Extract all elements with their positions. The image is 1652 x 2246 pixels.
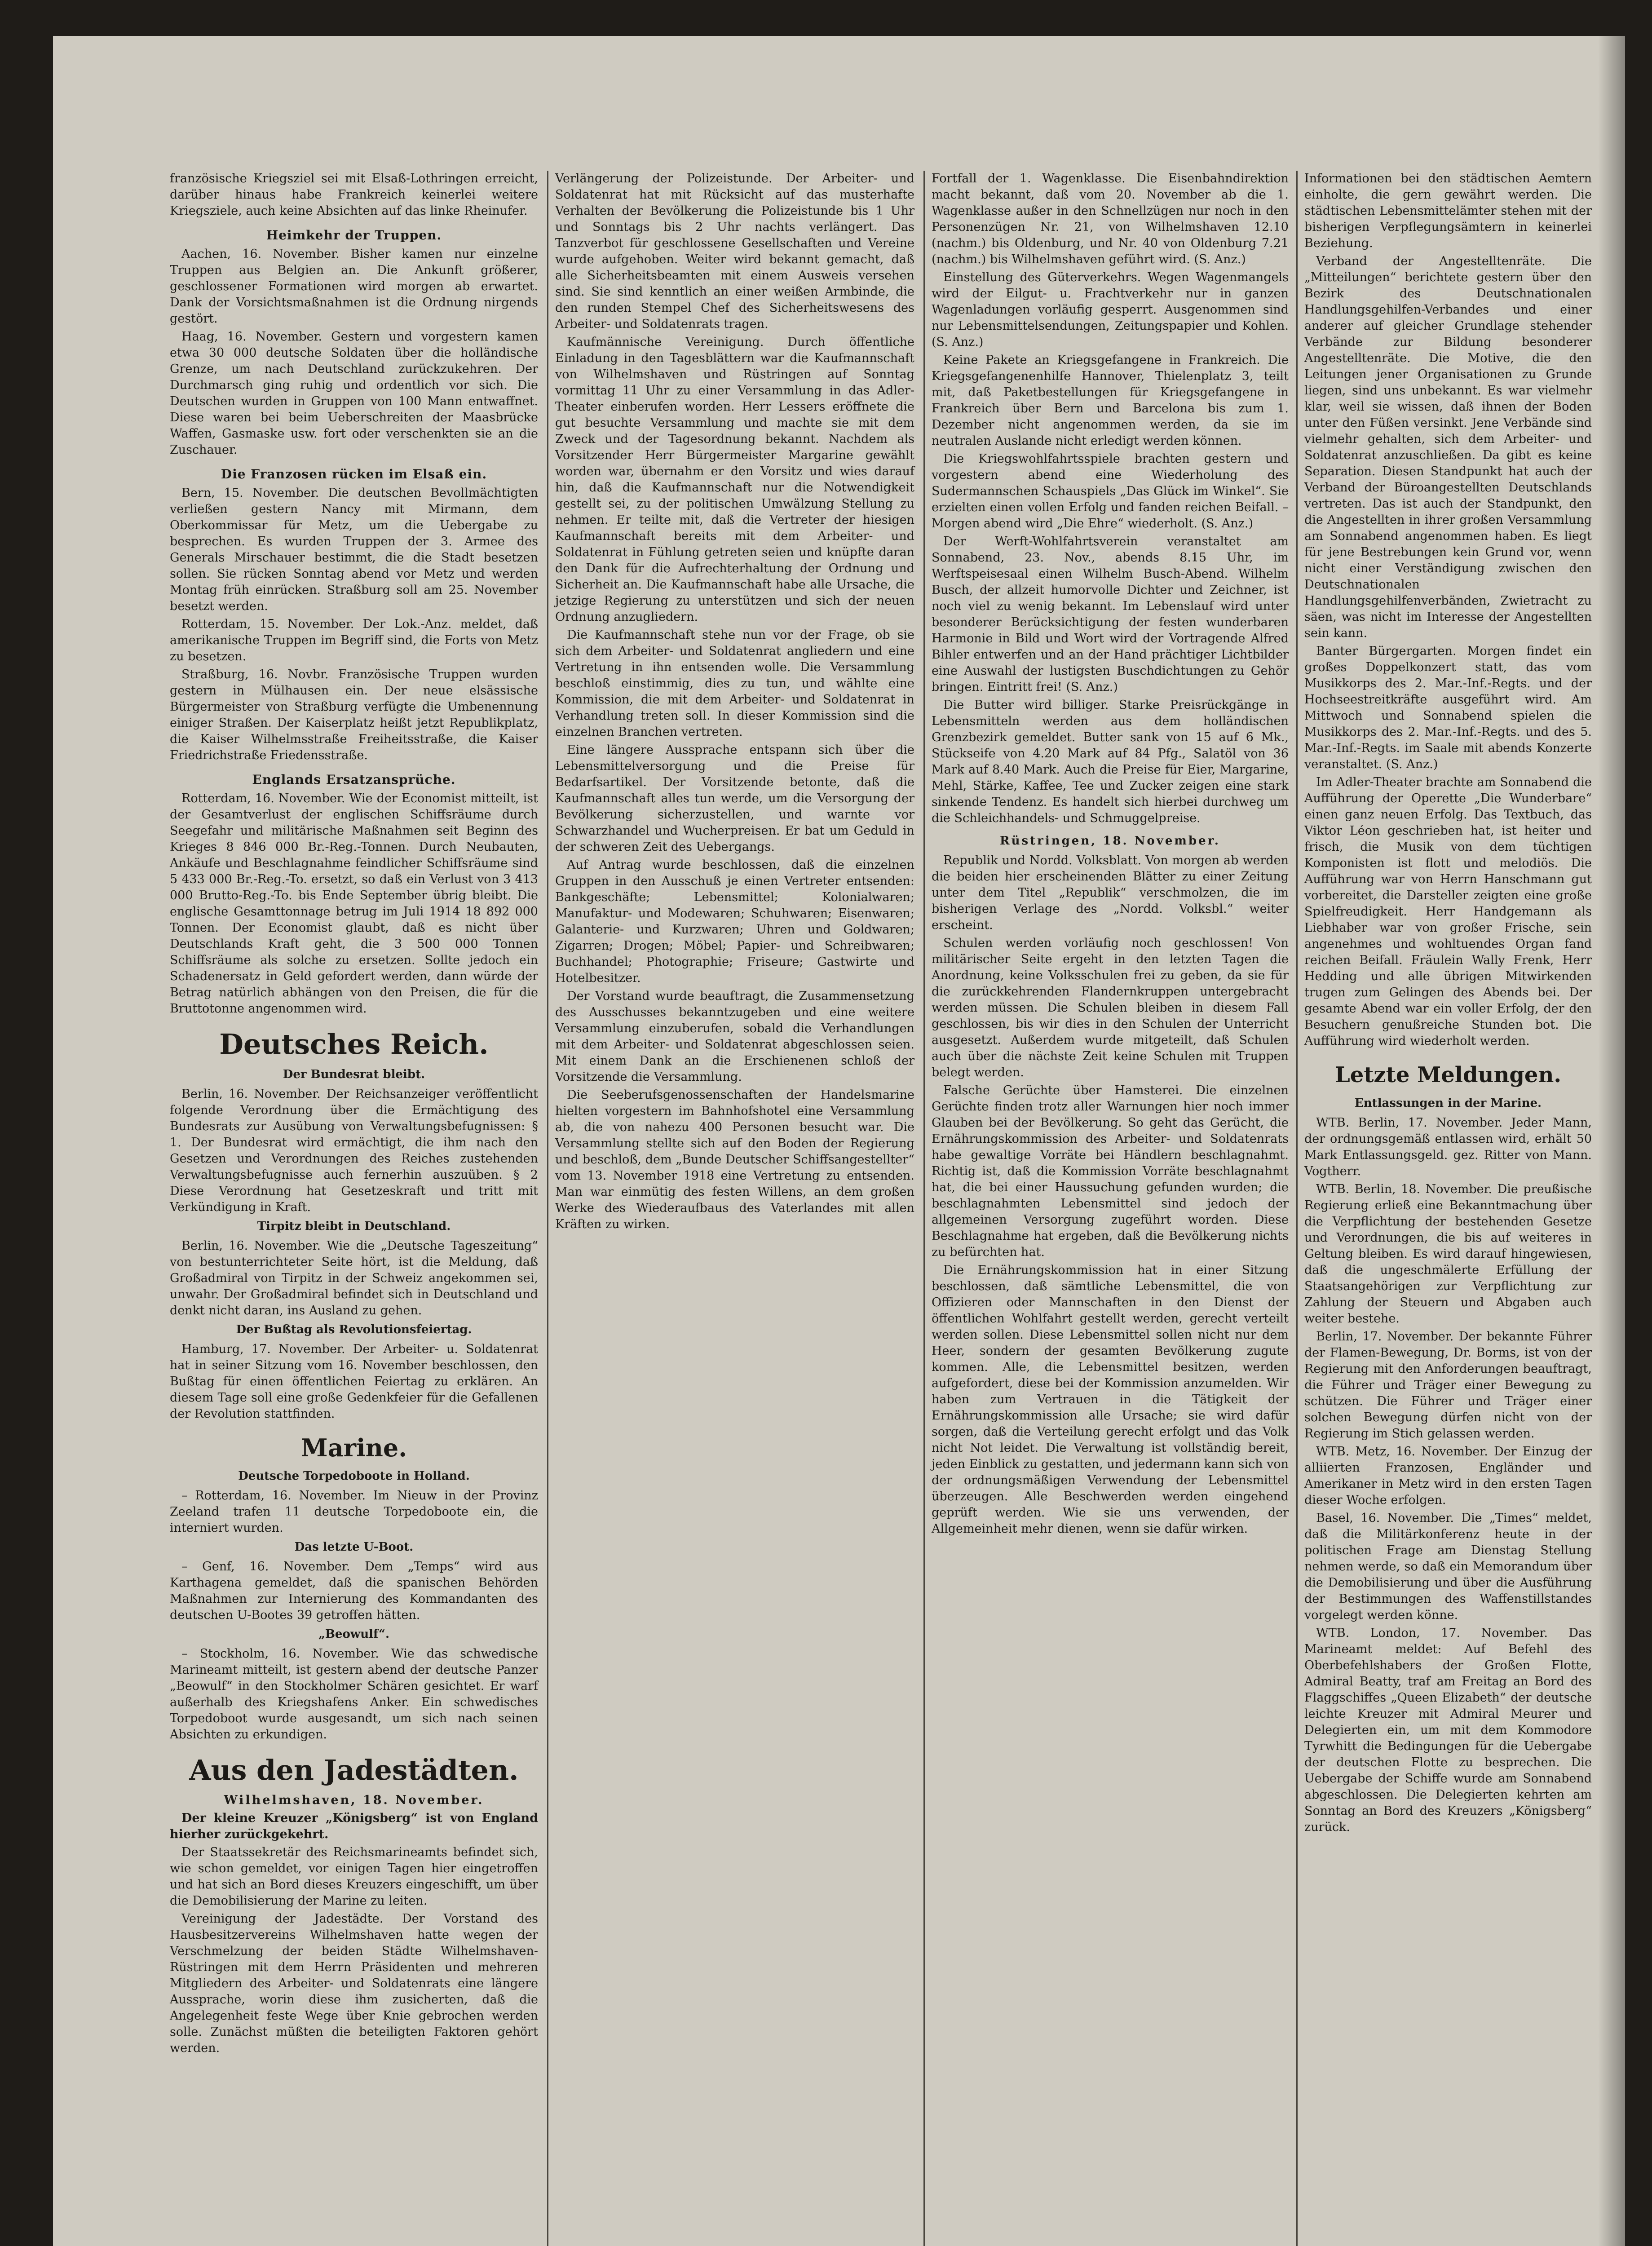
dateline: Wilhelmshaven, 18. November. [224, 1793, 484, 1807]
column-rule-3 [1296, 171, 1298, 2246]
article-text: Kaufmännische Vereinigung. Durch öffentliche Einladung in den Tagesblättern war die Kaufmannschaft von Wilhelmshaven und Rüstringen auf Sonntag vormittag 11 Uhr zu einer Versammlung in das Adler-Theater einberufen worden. Herr Lessers eröffnete die gut besuchte Versammlung und machte sie mit dem Zweck und der Tagesordnung bekannt. Nachdem als Vorsitzender Herr Bürgermeister Margarine gewählt worden war, übernahm er den Vorsitz und wies darauf hin, daß die Kaufmannschaft nur die Notwendigkeit gestellt sei, zu der politischen Umwälzung Stellung zu nehmen. Er teilte mit, daß die Vertreter der hiesigen Kaufmannschaft bereits mit dem Arbeiter- und Soldatenrat in Fühlung getreten seien und knüpfte daran den Dank für die Aufrechterhaltung der Ordnung und Sicherheit an. Die Kaufmannschaft habe alle Ursache, die jetzige Regierung zu unterstützen und sich der neuen Ordnung anzugliedern. [555, 335, 914, 624]
article-heading: Das letzte U-Boot. [294, 1540, 414, 1554]
article-text: Republik und Nordd. Volksblatt. Von morgen ab werden die beiden hier erscheinenden Blätter zu einer Zeitung unter dem Titel „Republik“ verschmolzen, die im bisherigen Verlage des „Nordd. Volksbl.“ weiter erscheint. [932, 853, 1289, 932]
article-text: Aachen, 16. November. Bisher kamen nur einzelne Truppen aus Belgien an. Die Ankunft größerer, geschlossener Formationen wird morgen ab erwartet. Dank der Vorsichtsmaßnahmen ist die Ordnung nirgends gestört. [170, 247, 538, 326]
column-1 [170, 171, 538, 2058]
article-text: Fortfall der 1. Wagenklasse. Die Eisenbahndirektion macht bekannt, daß vom 20. November ab die 1. Wagenklasse außer in den Schnellzügen nur noch in den Personenzügen Nr. 21, von Wilhelmshaven 12.10 (nachm.) bis Oldenburg, und Nr. 40 von Oldenburg 7.21 (nachm.) bis Wilhelmshaven geführt wird. (S. Anz.) [932, 172, 1289, 266]
article-text: WTB. Berlin, 18. November. Die preußische Regierung erließ eine Bekanntmachung über die Verpflichtung der bestehenden Gesetze und Verordnungen, die bis auf weiteres in Geltung bleiben. Es wird darauf hingewiesen, daß die ungeschmälerte Erfüllung der Staatsangehörigen zur Verpflichtung zur Zahlung der Steuern und Abgaben auch weiter bestehe. [1304, 1182, 1592, 1326]
article-heading: Der Bundesrat bleibt. [283, 1068, 425, 1081]
article-text: Der Vorstand wurde beauftragt, die Zusammensetzung des Ausschusses bekanntzugeben und eine weitere Versammlung einzuberufen, sobald die Verhandlungen mit dem Arbeiter- und Soldatenrat abgeschlossen seien. Mit einem Dank an die Erschienenen schloß der Vorsitzende die Versammlung. [555, 989, 914, 1084]
column-4 [1304, 171, 1592, 1837]
newspaper-page [53, 36, 1625, 2246]
article-text: Berlin, 16. November. Wie die „Deutsche Tageszeitung“ von bestunterrichteter Seite hört, ist die Meldung, daß Großadmiral von Tirpitz in der Schweiz angekommen sei, unwahr. Der Großadmiral befindet sich in Deutschland und denkt nicht daran, ins Ausland zu gehen. [170, 1239, 538, 1318]
article-text: Die Seeberufsgenossenschaften der Handelsmarine hielten vorgestern im Bahnhofshotel eine Versammlung ab, die von nahezu 400 Personen besucht war. Die Versammlung stellte sich auf den Boden der Regierung und beschloß, dem „Bunde Deutscher Schiffsangestellter“ vom 13. November 1918 eine Vertretung zu entsenden. Man war einmütig des festen Willens, an dem großen Werke des Wiederaufbaus des Vaterlandes mit allen Kräften zu wirken. [555, 1088, 914, 1231]
article-text: Hamburg, 17. November. Der Arbeiter- u. Soldatenrat hat in seiner Sitzung vom 16. November beschlossen, den Bußtag für einen öffentlichen Feiertag zu erklären. An diesem Tage soll eine große Gedenkfeier für die Gefallenen der Revolution stattfinden. [170, 1342, 538, 1421]
article-text: Bern, 15. November. Die deutschen Bevollmächtigten verließen gestern Nancy mit Mirmann, dem Oberkommissar für Metz, um die Uebergabe zu besprechen. Es wurden Truppen der 3. Armee des Generals Mirschauer bestimmt, die die Stadt besetzen sollen. Sie rücken Sonntag abend vor Metz und werden Montag früh einrücken. Straßburg soll am 25. November besetzt werden. [170, 486, 538, 613]
article-text: Schulen werden vorläufig noch geschlossen! Von militärischer Seite ergeht in den letzten Tagen die Anordnung, keine Volksschulen frei zu geben, da sie für die zurückkehrenden Flandernkruppen untergebracht werden müssen. Die Schulen bleiben in diesem Fall geschlossen, bis wir dies in den Schulen der Unterricht ausgesetzt. Außerdem wurde mitgeteilt, daß Schulen auch über die nächste Zeit keine Schulen mit Truppen belegt werden. [932, 936, 1289, 1079]
article-text: Banter Bürgergarten. Morgen findet ein großes Doppelkonzert statt, das vom Musikkorps des 2. Mar.-Inf.-Regts. und der Hochseestreitkräfte ausgeführt wird. Am Mittwoch und Sonnabend spielen die Musikkorps des 2. Mar.-Inf.-Regts. und des 5. Mar.-Inf.-Regts. im Saale mit abends Konzerte veranstaltet. (S. Anz.) [1304, 644, 1592, 771]
article-text: Die Kaufmannschaft stehe nun vor der Frage, ob sie sich dem Arbeiter- und Soldatenrat angliedern und eine Vertretung in ihn entsenden wolle. Die Versammlung beschloß einstimmig, dies zu tun, und wählte eine Kommission, die mit dem Arbeiter- und Soldatenrat in Verhandlung treten soll. In dieser Kommission sind die einzelnen Branchen vertreten. [555, 628, 914, 739]
article-heading: Der Bußtag als Revolutionsfeiertag. [236, 1323, 472, 1336]
article-text: Einstellung des Güterverkehrs. Wegen Wagenmangels wird der Eilgut- u. Frachtverkehr nur in ganzen Wagenladungen vorläufig gesperrt. Ausgenommen sind nur Lebensmittelsendungen, Zeitungspapier und Kohlen. (S. Anz.) [932, 270, 1289, 349]
article-text: Haag, 16. November. Gestern und vorgestern kamen etwa 30 000 deutsche Soldaten über die holländische Grenze, um nach Deutschland zurückzukehren. Der Durchmarsch ging ruhig und ordentlich vor sich. Die Deutschen wurden in Gruppen von 100 Mann entwaffnet. Diese waren bei beim Ueberschreiten der Maasbrücke Waffen, Gasmaske usw. fort oder verschenkten sie an die Zuschauer. [170, 330, 538, 457]
article-heading: Tirpitz bleibt in Deutschland. [257, 1220, 451, 1233]
article-heading: Die Franzosen rücken im Elsaß ein. [221, 467, 487, 482]
article-text: Falsche Gerüchte über Hamsterei. Die einzelnen Gerüchte finden trotz aller Warnungen hier noch immer Glauben bei der Bevölkerung. So geht das Gerücht, die Ernährungskommission des Arbeiter- und Soldatenrats habe gewaltige Vorräte bei Händlern beschlagnahmt. Richtig ist, daß die Kommission Vorräte beschlagnahmt hat, die bei einer Haussuchung gefunden wurden; die beschlagnahmten Lebensmittel sind jedoch der allgemeinen Versorgung zugeführt worden. Diese Beschlagnahme hat ergeben, daß die Bevölkerung nichts zu befürchten hat. [932, 1083, 1289, 1259]
article-text: WTB. Metz, 16. November. Der Einzug der alliierten Franzosen, Engländer und Amerikaner in Metz wird in den ersten Tagen dieser Woche erfolgen. [1304, 1445, 1592, 1507]
article-text: Der Werft-Wohlfahrtsverein veranstaltet am Sonnabend, 23. Nov., abends 8.15 Uhr, im Werftspeisesaal einen Wilhelm Busch-Abend. Wilhelm Busch, der allzeit humorvolle Dichter und Zeichner, ist noch viel zu wenig bekannt. Im Lebenslauf wird unter besonderer Berücksichtigung der festen wunderbaren Harmonie in Bild und Wort wird der Vortragende Alfred Bihler entwerfen und an der Hand prächtiger Lichtbilder eine Auswahl der lustigsten Buschdichtungen zu Gehör bringen. Eintritt frei! (S. Anz.) [932, 535, 1289, 694]
article-text: französische Kriegsziel sei mit Elsaß-Lothringen erreicht, darüber hinaus habe Frankreich keinerlei weitere Kriegsziele, auch keine Absichten auf das linke Rheinufer. [170, 172, 538, 218]
article-text: – Genf, 16. November. Dem „Temps“ wird aus Karthagena gemeldet, daß die spanischen Behörden Maßnahmen zur Internierung des Kommandanten des deutschen U-Bootes 39 getroffen hätten. [170, 1560, 538, 1622]
article-text: WTB. London, 17. November. Das Marineamt meldet: Auf Befehl des Oberbefehlshabers der Großen Flotte, Admiral Beatty, traf am Freitag an Bord des Flaggschiffes „Queen Elizabeth“ der deutsche leichte Kreuzer mit Admiral Meurer und Delegierten ein, um mit dem Kommodore Tyrwhitt die Bedingungen für die Uebergabe der deutschen Flotte zu besprechen. Die Uebergabe der Schiffe wurde am Sonnabend abgeschlossen. Die Delegierten kehrten am Sonntag an Bord des Kreuzers „Königsberg“ zurück. [1304, 1626, 1592, 1834]
section-title: Letzte Meldungen. [1334, 1062, 1562, 1088]
article-text: Der Staatssekretär des Reichsmarineamts befindet sich, wie schon gemeldet, vor einigen Tagen hier eingetroffen und hat sich an Bord dieses Kreuzers eingeschifft, um über die Demobilisierung der Marine zu leiten. [170, 1845, 538, 1908]
article-text: Rotterdam, 15. November. Der Lok.-Anz. meldet, daß amerikanische Truppen im Begriff sind, die Forts von Metz zu besetzen. [170, 617, 538, 663]
column-rule-1 [547, 171, 548, 2246]
article-heading: Heimkehr der Truppen. [266, 228, 442, 243]
article-heading: Entlassungen in der Marine. [1354, 1096, 1542, 1110]
section-title: Marine. [300, 1433, 407, 1462]
article-text: Verlängerung der Polizeistunde. Der Arbeiter- und Soldatenrat hat mit Rücksicht auf das musterhafte Verhalten der Bevölkerung die Polizeistunde bis 1 Uhr und Sonntags bis 2 Uhr nachts verlängert. Das Tanzverbot für geschlossene Gesellschaften und Vereine wurde aufgehoben. Weiter wird bekannt gemacht, daß alle Sicherheitsbeamten mit einem Ausweis versehen sind. Sie sind kenntlich an einer weißen Armbinde, die den runden Stempel Chef des Sicherheitswesens des Arbeiter- und Soldatenrats tragen. [555, 172, 914, 331]
article-text: WTB. Berlin, 17. November. Jeder Mann, der ordnungsgemäß entlassen wird, erhält 50 Mark Entlassungsgeld. gez. Ritter von Mann. Vogtherr. [1304, 1116, 1592, 1178]
page-edge-shadow [1598, 36, 1625, 2246]
article-heading: Deutsche Torpedoboote in Holland. [238, 1469, 470, 1483]
article-text: Auf Antrag wurde beschlossen, daß die einzelnen Gruppen in den Ausschuß je einen Vertreter entsenden: Bankgeschäfte; Lebensmittel; Kolonialwaren; Manufaktur- und Modewaren; Schuhwaren; Eisenwaren; Galanterie- und Kurzwaren; Uhren und Goldwaren; Zigarren; Drogen; Möbel; Papier- und Schreibwaren; Buchhandel; Photographie; Friseure; Gastwirte und Hotelbesitzer. [555, 858, 914, 985]
article-text: Der kleine Kreuzer „Königsberg“ ist von England hierher zurückgekehrt. [170, 1811, 538, 1841]
article-text: Verband der Angestelltenräte. Die „Mitteilungen“ berichtete gestern über den Bezirk des Deutschnationalen Handlungsgehilfen-Verbandes und einer anderer auf gleicher Grundlage stehender Verbände zur Bildung besonderer Angestelltenräte. Die Motive, die den Leitungen jener Organisationen zu Grunde liegen, sind uns unbekannt. Es war vielmehr klar, weil sie wissen, daß ihnen der Boden unter den Füßen versinkt. Jene Verbände sind vielmehr gehalten, sich dem Arbeiter- und Soldatenrat anzuschließen. Da gibt es keine Separation. Diesen Standpunkt hat auch der Verband der Büroangestellten Deutschlands vertreten. Das ist auch der Standpunkt, den die Angestellten in ihrer großen Versammlung am Sonnabend angenommen haben. Es liegt für jene Bestrebungen kein Grund vor, wenn nicht einer Verständigung zwischen den Deutschnationalen Handlungsgehilfenverbänden, Zwietracht zu säen, was nicht im Interesse der Angestellten sein kann. [1304, 254, 1592, 640]
article-heading: Englands Ersatzansprüche. [252, 772, 456, 787]
article-text: – Rotterdam, 16. November. Im Nieuw in der Provinz Zeeland trafen 11 deutsche Torpedoboote ein, die interniert wurden. [170, 1489, 538, 1535]
article-text: Im Adler-Theater brachte am Sonnabend die Aufführung der Operette „Die Wunderbare“ einen ganz neuen Erfolg. Das Textbuch, das Viktor Léon geschrieben hat, ist heiter und frisch, die Musik von dem tüchtigen Komponisten ist flott und melodiös. Die Aufführung war von Herrn Hanschmann gut vorbereitet, die Darsteller zeigten eine große Spielfreudigkeit. Herr Handgemann als Liebhaber war von großer Frische, sein angenehmes und wohltuendes Organ fand reichen Beifall. Fräulein Wally Frenk, Herr Hedding und alle übrigen Mitwirkenden trugen zum Gelingen des Abends bei. Der gesamte Abend war ein voller Erfolg, der den Besuchern genußreiche Stunden bot. Die Aufführung wird wiederholt werden. [1304, 775, 1592, 1048]
article-text: Berlin, 17. November. Der bekannte Führer der Flamen-Bewegung, Dr. Borms, ist von der Regierung mit den Anforderungen beauftragt, die Führer und Träger einer Bewegung zu schützen. Die Führer und Träger einer solchen Bewegung dürfen nicht von der Regierung im Stich gelassen werden. [1304, 1330, 1592, 1441]
article-text: Straßburg, 16. Novbr. Französische Truppen wurden gestern in Mülhausen ein. Der neue elsässische Bürgermeister von Straßburg verfügte die Umbenennung einiger Straßen. Der Kaiserplatz heißt jetzt Republikplatz, die Kaiser Wilhelmsstraße Freiheitsstraße, die Kaiser Friedrichstraße Friedensstraße. [170, 668, 538, 762]
column-rule-2 [923, 171, 925, 2246]
article-text: Rotterdam, 16. November. Wie der Economist mitteilt, ist der Gesamtverlust der englischen Schiffsräume durch Seegefahr und militärische Maßnahmen seit Beginn des Krieges 8 846 000 Br.-Reg.-Tonnen. Durch Neubauten, Ankäufe und Beschlagnahme feindlicher Schiffsräume sind 5 433 000 Br.-Reg.-To. ersetzt, so daß ein Verlust von 3 413 000 Brutto-Reg.-To. bis Ende September übrig bleibt. Die englische Gesamttonnage betrug im Juli 1914 18 892 000 Tonnen. Der Economist glaubt, daß es nicht über Deutschlands Kraft geht, die 3 500 000 Tonnen Schiffsräume als solche zu ersetzen. Sollte jedoch ein Schadenersatz in Geld gefordert werden, dann würde der Betrag natürlich abhängen von den Preisen, die für die Bruttotonne angenommen wird. [170, 791, 538, 1016]
article-text: Basel, 16. November. Die „Times“ meldet, daß die Militärkonferenz heute in der politischen Frage am Dienstag Stellung nehmen werde, so daß ein Memorandum über die Demobilisierung und über die Ausführung der Bestimmungen des Waffenstillstandes vorgelegt werden könne. [1304, 1511, 1592, 1622]
article-text: Berlin, 16. November. Der Reichsanzeiger veröffentlicht folgende Verordnung über die Ermächtigung des Bundesrats zur Ausübung von Verwaltungsbefugnissen: § 1. Der Bundesrat wird ermächtigt, die ihm nach den Gesetzen und Verordnungen des Reiches zustehenden Verwaltungsbefugnisse auch fernerhin auszuüben. § 2 Diese Verordnung hat Gesetzeskraft und tritt mit Verkündigung in Kraft. [170, 1087, 538, 1214]
article-text: Vereinigung der Jadestädte. Der Vorstand des Hausbesitzervereins Wilhelmshaven hatte wegen der Verschmelzung der beiden Städte Wilhelmshaven-Rüstringen mit dem Herrn Präsidenten und mehreren Mitgliedern des Arbeiter- und Soldatenrats eine längere Aussprache, worin diese ihm zusicherten, daß die Angelegenheit feste Wege über Knie gebrochen werden solle. Zunächst müßten die beteiligten Faktoren gehört werden. [170, 1912, 538, 2055]
article-text: Die Ernährungskommission hat in einer Sitzung beschlossen, daß sämtliche Lebensmittel, die von Offizieren oder Mannschaften in den Dienst der öffentlichen Wohlfahrt gestellt werden, gerecht verteilt werden sollen. Diese Lebensmittel sollen nicht nur dem Heer, sondern der gesamten Bevölkerung zugute kommen. Alle, die Lebensmittel besitzen, werden aufgefordert, diese bei der Kommission anzumelden. Wir haben zum Vertrauen in die Tätigkeit der Ernährungskommission alle Ursache; sie wird dafür sorgen, daß die Verteilung gerecht erfolgt und das Volk nicht Not leidet. Die Verwaltung ist vollständig bereit, jeden Einblick zu gestatten, und jedermann kann sich von der ordnungsmäßigen Verwendung der Lebensmittel überzeugen. Alle Beschwerden werden eingehend geprüft werden. Wie sie uns verwenden, der Allgemeinheit mehr dienen, wenn sie dafür wirken. [932, 1263, 1289, 1536]
article-text: Informationen bei den städtischen Aemtern einholte, die gern gewährt werden. Die städtischen Lebensmittelämter stehen mit der bisherigen Verpflegungsämtern in keinerlei Beziehung. [1304, 172, 1592, 250]
article-text: Die Butter wird billiger. Starke Preisrückgänge in Lebensmitteln werden aus dem holländischen Grenzbezirk gemeldet. Butter sank von 15 auf 6 Mk., Stückseife von 4.20 Mark auf 84 Pfg., Salatöl von 36 Mark auf 8.40 Mark. Auch die Preise für Eier, Margarine, Mehl, Stärke, Kaffee, Tee und Zucker zeigen eine stark sinkende Tendenz. Es handelt sich hierbei durchweg um die Schleichhandels- und Schmuggelpreise. [932, 698, 1289, 825]
column-2 [555, 171, 914, 1234]
article-text: Die Kriegswohlfahrtsspiele brachten gestern und vorgestern abend eine Wiederholung des Sudermannschen Schauspiels „Das Glück im Winkel“. Sie erzielten einen vollen Erfolg und fanden reichen Beifall. – Morgen abend wird „Die Ehre“ wiederholt. (S. Anz.) [932, 452, 1289, 531]
article-text: Keine Pakete an Kriegsgefangene in Frankreich. Die Kriegsgefangenenhilfe Hannover, Thielenplatz 3, teilt mit, daß Paketbestellungen für Kriegsgefangene in Frankreich über Bern und Barcelona bis zum 1. Dezember nicht angenommen werden, da sie im neutralen Auslande nicht erledigt werden können. [932, 353, 1289, 448]
article-text: – Stockholm, 16. November. Wie das schwedische Marineamt mitteilt, ist gestern abend der deutsche Panzer „Beowulf“ in den Stockholmer Schären gesichtet. Er warf außerhalb des Kriegshafens Anker. Ein schwedisches Torpedoboot wurde ausgesandt, um sich nach seinen Absichten zu erkundigen. [170, 1647, 538, 1742]
column-3 [932, 171, 1289, 1539]
article-text: Eine längere Aussprache entspann sich über die Lebensmittelversorgung und die Preise für Bedarfsartikel. Der Vorsitzende betonte, daß die Kaufmannschaft alles tun werde, um die Versorgung der Bevölkerung sicherzustellen, und warnte vor Schwarzhandel und Wucherpreisen. Er bat um Geduld in der schweren Zeit des Uebergangs. [555, 743, 914, 854]
dateline: Rüstringen, 18. November. [999, 834, 1220, 848]
section-title: Aus den Jadestädten. [189, 1754, 519, 1786]
section-title: Deutsches Reich. [219, 1028, 489, 1061]
article-heading: „Beowulf“. [318, 1627, 389, 1641]
